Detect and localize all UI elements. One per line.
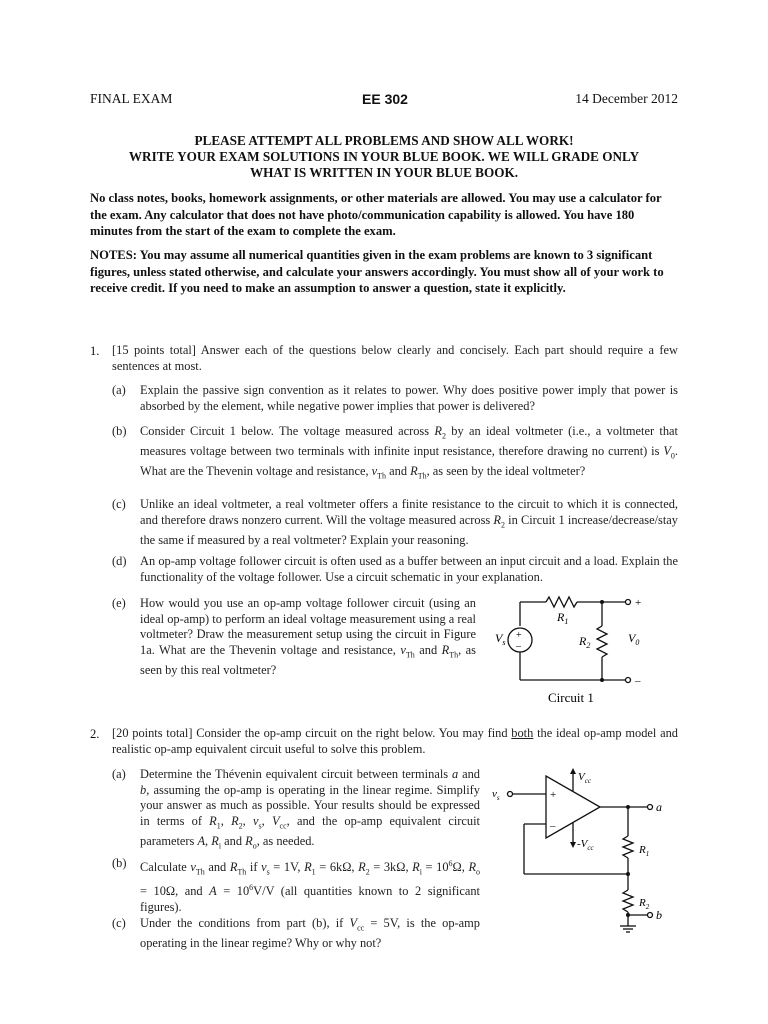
output-plus-label: +	[635, 597, 642, 609]
nvcc-sub: cc	[587, 844, 594, 852]
q2-a-seg: and	[458, 767, 480, 781]
r1-sub: 1	[564, 617, 569, 626]
r1-main: R	[639, 844, 646, 856]
q2-c-text	[140, 916, 480, 952]
q2-b-seg: = 3kΩ,	[369, 860, 413, 875]
sub: Th	[405, 650, 415, 660]
q1-b-seg: and	[386, 464, 411, 479]
neg-vcc-arrow-icon	[570, 842, 576, 848]
label-r2	[638, 897, 650, 911]
q2-b-seg: = 10Ω, and	[140, 884, 210, 899]
q1-intro: [15 points total] Answer each of the questions below clearly and concisely. Each part should require a few sentences at most.	[112, 343, 678, 373]
label-r1	[556, 610, 568, 626]
nvcc-main: -V	[577, 838, 588, 850]
sub: s	[258, 821, 262, 831]
sub: i	[419, 867, 422, 877]
q2-b-seg: = 10	[421, 860, 449, 875]
sym-R: R	[468, 860, 477, 875]
sup: 6	[448, 859, 453, 868]
sub: 2	[365, 867, 370, 877]
sym-A: A	[197, 833, 206, 848]
sep: and	[221, 833, 246, 848]
q1-e-seg: and	[414, 642, 442, 657]
instruction-line-3: WHAT IS WRITTEN IN YOUR BLUE BOOK.	[249, 165, 519, 180]
node-dot	[626, 872, 630, 876]
q2-b-label: (b)	[112, 856, 127, 870]
vs-main: v	[492, 788, 497, 800]
label-v0	[628, 631, 639, 647]
q1-b-seg: . What are the Thevenin voltage and resistance,	[140, 444, 678, 479]
node-dot	[626, 805, 630, 809]
vs-main: V	[495, 631, 503, 645]
q2-a-seg: , assuming the op-amp is operating in the linear regime. Simplify your answer as much as possible. Your results should be expressed in terms of	[140, 782, 480, 828]
circuit-1-caption: Circuit 1	[548, 690, 594, 705]
q2-intro-both: both	[511, 726, 534, 740]
label-b: b	[656, 908, 662, 922]
q1-e-label: (e)	[112, 596, 126, 610]
q1-part-c	[112, 497, 678, 548]
q2-c-seg: = 5V, is the op-amp operating in the linear regime? Why or why not?	[140, 916, 481, 951]
inverting-sign: –	[550, 820, 556, 832]
vcc-sub: cc	[584, 777, 591, 785]
resistor-r2	[597, 626, 607, 657]
q1-b-seg: Consider Circuit 1 below. The voltage measured across	[140, 424, 435, 438]
terminal-plus	[626, 600, 631, 605]
circuit-2-diagram	[488, 762, 688, 942]
q1-c-label: (c)	[112, 497, 126, 511]
instruction-line-1: PLEASE ATTEMPT ALL PROBLEMS AND SHOW ALL WORK!	[194, 133, 574, 148]
vs-sub: s	[496, 794, 500, 802]
source-minus-sign: –	[516, 641, 521, 652]
sym-R: R	[412, 860, 420, 875]
sub: s	[266, 867, 270, 877]
resistor-r2	[623, 890, 633, 912]
sub: Th	[449, 650, 459, 660]
node-dot	[626, 913, 630, 917]
q1-c-seg: Unlike an ideal voltmeter, a real voltmeter offers a finite resistance to the circuit to which it is connected, and therefore draws nonzero current. Will the voltage measured across	[140, 497, 678, 527]
q2-a-seg: Determine the Thévenin equivalent circuit between terminals	[140, 767, 452, 781]
q1-part-b	[112, 424, 678, 484]
exam-title-left: FINAL EXAM	[90, 91, 173, 106]
sub: i	[218, 841, 222, 851]
sep: ,	[205, 833, 212, 848]
sub: o	[476, 867, 481, 877]
node-dot	[600, 678, 604, 682]
q2-b-text	[140, 856, 480, 916]
q2-c-seg: Under the conditions from part (b), if	[140, 916, 350, 930]
q2-intro-seg: [20 points total] Consider the op-amp circuit on the right below. You may find	[112, 726, 512, 740]
sub: 1	[216, 821, 221, 831]
sub: cc	[357, 923, 365, 933]
q2-b-seg: = 1V,	[269, 860, 305, 875]
label-neg-vcc	[577, 838, 594, 852]
sub: o	[252, 841, 257, 851]
v0-main: V	[628, 631, 636, 645]
sep: ,	[242, 813, 253, 828]
notes-paragraph: NOTES: You may assume all numerical quantities given in the exam problems are known to 3 significant figures, unless stated otherwise, and calculate your answers accordingly. You must show all of your work to receive credit. If you need to make an assumption to answer a question, state it explicitly.	[90, 248, 664, 295]
noninverting-sign: +	[550, 789, 557, 801]
q2-b-seg: V/V (all quantities known to 2 significant figures).	[140, 884, 480, 914]
sub: 2	[238, 821, 243, 831]
label-vcc	[578, 771, 592, 785]
vs-terminal	[508, 792, 513, 797]
sym-R: R	[245, 833, 253, 848]
sub: Th	[417, 471, 427, 481]
q2-b-seg: Ω,	[452, 860, 469, 875]
sub: 2	[441, 431, 446, 441]
q1-number: 1.	[90, 344, 100, 358]
r2-sub: 2	[645, 903, 650, 911]
sub: 2	[500, 520, 505, 530]
resistor-r1	[546, 597, 577, 607]
r2-main: R	[639, 897, 646, 909]
q2-c-label: (c)	[112, 916, 126, 930]
instruction-line-2: WRITE YOUR EXAM SOLUTIONS IN YOUR BLUE BOOK. WE WILL GRADE ONLY	[128, 149, 640, 164]
label-vs	[495, 631, 505, 647]
sym-a: a	[451, 767, 459, 781]
q1-e-seg: How would you use an op-amp voltage follower circuit (using an ideal op-amp) to perform an ideal voltage measurement using a real voltmeter? Draw the measurement setup using the circuit in Figure 1a. What are the Thevenin voltage and resistance,	[140, 596, 476, 657]
sym-V: V	[349, 916, 358, 930]
q2-b-seg: if	[246, 860, 262, 875]
r1-main: R	[557, 610, 565, 624]
sym-V: V	[271, 813, 280, 828]
source-plus-sign: +	[516, 630, 522, 641]
q2-b-seg: Calculate	[140, 860, 191, 875]
sym-R: R	[229, 860, 238, 875]
sym-R: R	[304, 860, 312, 875]
sep: ,	[220, 813, 232, 828]
q2-number: 2.	[90, 727, 100, 741]
sym-R: R	[209, 813, 217, 828]
label-a: a	[656, 800, 662, 814]
sym-v: v	[261, 860, 267, 875]
q2-a-seg: , and the op-amp equivalent circuit parameters	[140, 813, 480, 848]
sym-R: R	[358, 860, 366, 875]
v0-sub: 0	[635, 638, 640, 647]
circuit-1-diagram	[480, 590, 680, 710]
node-dot	[600, 600, 604, 604]
sym-v: v	[400, 642, 406, 657]
sub: Th	[377, 471, 387, 481]
r2-sub: 2	[586, 641, 591, 650]
sym-R: R	[410, 464, 418, 479]
q1-c-text	[140, 497, 678, 548]
resistor-r1	[623, 836, 633, 858]
q1-e-seg: , as seen by this real voltmeter?	[140, 642, 476, 677]
rules-paragraph: No class notes, books, homework assignments, or other materials are allowed. You may use a calculator for the exam. Any calculator that does not have photo/communication capability is allowed. You have 180 minutes from the start of the exam to complete the exam.	[90, 191, 662, 238]
q1-a-label: (a)	[112, 383, 126, 397]
r1-sub: 1	[645, 850, 650, 858]
sym-V: V	[663, 444, 671, 459]
sep: ,	[261, 813, 272, 828]
q1-a-text: Explain the passive sign convention as it relates to power. Why does positive power imply that power is absorbed by the element, while negative power implies that power is delivered?	[140, 383, 678, 413]
sep: and	[204, 860, 230, 875]
q1-part-d	[112, 554, 678, 585]
terminal-a	[648, 805, 653, 810]
q2-b-seg: = 10	[216, 884, 250, 899]
r2-main: R	[579, 634, 587, 648]
sym-v: v	[190, 860, 196, 875]
q1-e-text	[140, 596, 476, 678]
vcc-main: V	[578, 771, 585, 783]
q1-b-seg: by an ideal voltmeter (i.e., a voltmeter that measures voltage between two terminals with infinite input resistance, therefore drawing no current) is	[140, 424, 678, 459]
q1-c-seg: in Circuit 1 increase/decrease/stay the same if measured by a real voltmeter? Explain your reasoning.	[140, 512, 678, 547]
label-r2	[578, 634, 590, 650]
q1-b-label: (b)	[112, 424, 127, 438]
q2-intro-seg: the ideal op-amp model and realistic op-amp equivalent circuit useful to solve this problem.	[112, 726, 678, 756]
sym-v: v	[371, 464, 378, 479]
sym-R: R	[434, 424, 442, 438]
vs-sub: s	[502, 638, 506, 647]
q2-a-label: (a)	[112, 767, 126, 781]
sym-R: R	[211, 833, 219, 848]
terminal-b	[648, 913, 653, 918]
q1-part-e	[112, 596, 476, 678]
course-code: EE 302	[362, 91, 408, 107]
sub: cc	[279, 821, 287, 831]
label-r1	[638, 844, 649, 858]
sym-R: R	[441, 642, 450, 657]
sym-R: R	[493, 512, 501, 527]
sub: Th	[237, 867, 247, 877]
q2-part-c	[112, 916, 480, 952]
q1-b-text	[140, 424, 678, 484]
sub: Th	[195, 867, 205, 877]
q2-part-b	[112, 856, 480, 916]
label-vs	[492, 788, 500, 802]
exam-date: 14 December 2012	[575, 91, 678, 106]
output-minus-label: –	[635, 675, 641, 687]
q1-b-seg: , as seen by the ideal voltmeter?	[426, 464, 586, 479]
q2-a-seg: , as needed.	[256, 833, 315, 848]
sub: 1	[311, 867, 316, 877]
q1-d-text: An op-amp voltage follower circuit is often used as a buffer between an input circuit and a load. Explain the functionality of the voltage follower. Use a circuit schematic in your explanation.	[140, 554, 678, 584]
terminal-minus	[626, 678, 631, 683]
vcc-arrow-icon	[570, 768, 576, 774]
sym-R: R	[231, 813, 239, 828]
q2-intro	[112, 726, 678, 757]
sym-v: v	[252, 813, 259, 828]
sub: 0	[670, 451, 675, 461]
q1-part-a	[112, 383, 678, 414]
q2-part-a	[112, 767, 480, 854]
sym-b: b	[140, 782, 147, 797]
q1-d-label: (d)	[112, 554, 127, 568]
q2-b-seg: = 6kΩ,	[315, 860, 359, 875]
q2-a-text	[140, 767, 480, 854]
sup: 6	[249, 883, 254, 893]
sym-A: A	[209, 884, 217, 899]
